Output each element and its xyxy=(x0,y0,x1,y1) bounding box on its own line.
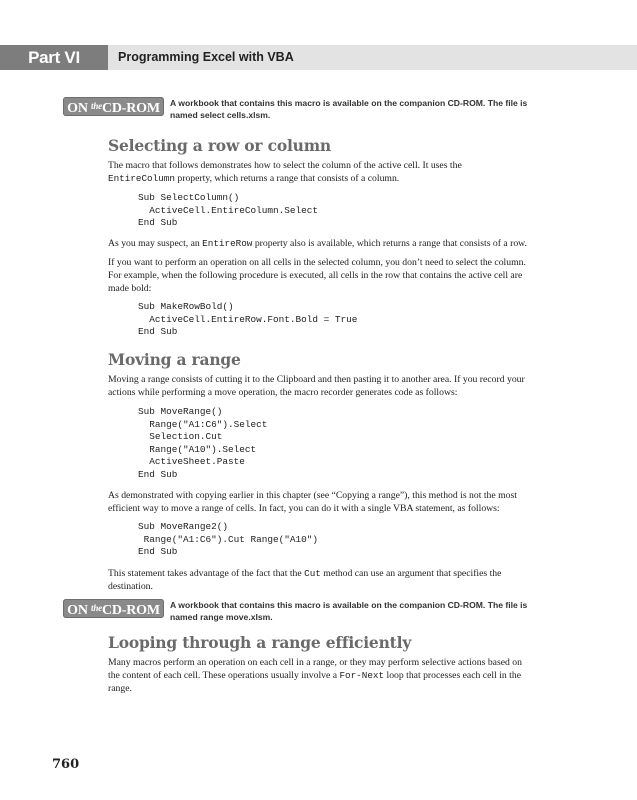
code-block-select-column xyxy=(138,192,318,230)
code-line: ActiveCell.EntireColumn.Select xyxy=(138,204,319,216)
badge-cdrom: CD-ROM xyxy=(101,101,160,116)
s1p2-b: property also is available, which returns a range that consists of a row. xyxy=(252,238,527,249)
s3p1-line1: Many macros perform an operation on each cell in a range, or they may perform selective actions based on xyxy=(108,657,522,668)
s1p3-line1: If you want to perform an operation on all cells in the selected column, you don’t need to select the column. xyxy=(108,257,526,268)
code-line: ActiveSheet.Paste xyxy=(138,456,245,468)
section1-paragraph-1 xyxy=(108,159,578,185)
s1p2-code: EntireRow xyxy=(202,238,253,249)
code-line: Range("A1:C6").Cut Range("A10") xyxy=(138,533,319,545)
s3p1-code: For-Next xyxy=(339,670,385,681)
code-line: ActiveCell.EntireRow.Font.Bold = True xyxy=(138,313,358,325)
code-line: Selection.Cut xyxy=(138,431,223,443)
section3-paragraph-1 xyxy=(108,656,578,695)
s1p3-line2: For example, when the following procedure is executed, all cells in the row that contains the active cell are xyxy=(108,270,523,281)
s1p1-line1: The macro that follows demonstrates how to select the column of the active cell. It uses the xyxy=(108,160,462,171)
cdrom-note-2-line2: named range move.xlsm. xyxy=(170,612,273,622)
section2-paragraph-1 xyxy=(108,373,578,399)
code-line: Sub MakeRowBold() xyxy=(138,301,234,312)
s2p2-line1: As demonstrated with copying earlier in this chapter (see “Copying a range”), this method is not the most xyxy=(108,490,517,501)
code-line: End Sub xyxy=(138,546,178,558)
cdrom-note-1-line2: named select cells.xlsm. xyxy=(170,110,271,120)
cdrom-note-2-line1: A workbook that contains this macro is available on the companion CD-ROM. The file is xyxy=(170,600,528,610)
s2p3-line1 xyxy=(108,567,578,580)
part-label: Part VI xyxy=(0,45,108,70)
s3p1-b: loop that processes each cell in the xyxy=(384,670,521,681)
cdrom-badge-icon xyxy=(63,599,164,618)
code-line: Range("A1:C6").Select xyxy=(138,418,268,430)
s3p1-line2 xyxy=(108,669,578,682)
badge-the: the xyxy=(91,603,102,613)
code-line: Sub MoveRange2() xyxy=(138,521,229,532)
heading-moving-range: Moving a range xyxy=(108,350,241,369)
badge-the: the xyxy=(91,101,102,111)
s1p1-line2 xyxy=(108,172,578,185)
s1p2-a: As you may suspect, an xyxy=(108,238,203,249)
code-block-make-row-bold xyxy=(138,301,357,339)
code-line: End Sub xyxy=(138,326,178,338)
s2p3-line2: destination. xyxy=(108,581,153,592)
s2p1-line2: actions while performing a move operation, the macro recorder generates code as follows: xyxy=(108,387,458,398)
s3p1-a: the content of each cell. These operations usually involve a xyxy=(108,670,340,681)
badge-on: ON xyxy=(67,101,88,116)
section1-paragraph-3 xyxy=(108,256,578,295)
s2p3-b: method can use an argument that specifies the xyxy=(320,568,502,579)
page-number: 760 xyxy=(52,757,80,772)
code-line: Range("A10").Select xyxy=(138,443,257,455)
cdrom-note-2 xyxy=(170,599,580,623)
chapter-title: Programming Excel with VBA xyxy=(118,50,294,64)
code-line: End Sub xyxy=(138,468,178,480)
cdrom-note-1 xyxy=(170,97,580,121)
code-block-move-range xyxy=(138,406,267,482)
s1p1-code: EntireColumn xyxy=(108,173,175,184)
code-line: Sub MoveRange() xyxy=(138,406,223,417)
section2-paragraph-2 xyxy=(108,489,578,515)
heading-selecting-row-column: Selecting a row or column xyxy=(108,136,331,155)
badge-on: ON xyxy=(67,603,88,618)
s1p1-rest: property, which returns a range that consists of a column. xyxy=(174,173,400,184)
s2p2-line2: efficient way to move a range of cells. In fact, you can do it with a single VBA statement, as follows: xyxy=(108,503,500,514)
heading-looping-range: Looping through a range efficiently xyxy=(108,633,412,652)
section1-paragraph-2 xyxy=(108,237,578,250)
section2-paragraph-3 xyxy=(108,567,578,593)
s1p3-line3: made bold: xyxy=(108,283,152,294)
s2p1-line1: Moving a range consists of cutting it to the Clipboard and then pasting it to another area. If you record your xyxy=(108,374,525,385)
cdrom-badge-icon xyxy=(63,97,164,116)
code-line: End Sub xyxy=(138,217,178,229)
cdrom-note-1-line1: A workbook that contains this macro is available on the companion CD-ROM. The file is xyxy=(170,98,528,108)
code-line: Sub SelectColumn() xyxy=(138,192,240,203)
s2p3-a: This statement takes advantage of the fact that the xyxy=(108,568,305,579)
s3p1-line3: range. xyxy=(108,683,132,694)
badge-cdrom: CD-ROM xyxy=(101,603,160,618)
code-block-move-range2 xyxy=(138,521,318,559)
s2p3-code: Cut xyxy=(304,568,321,579)
